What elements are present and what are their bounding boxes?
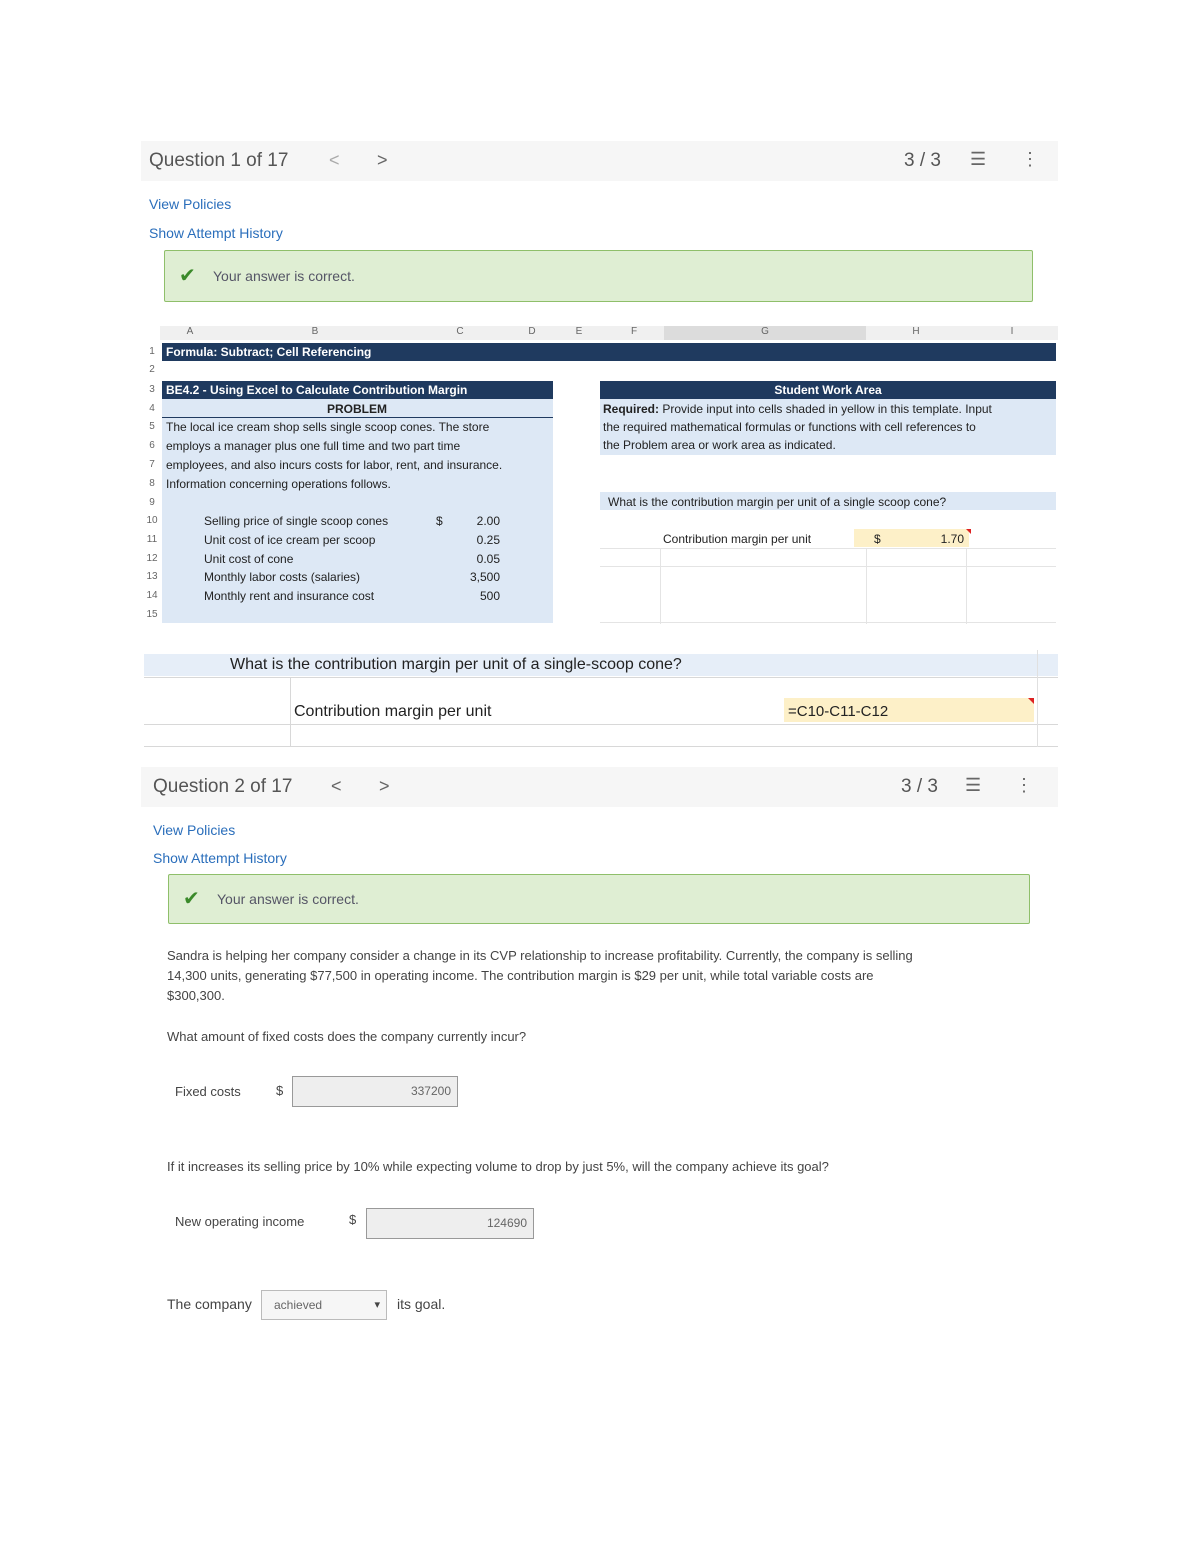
problem-description: employees, and also incurs costs for labor, rent, and insurance.: [166, 458, 503, 472]
checkmark-icon: ✔: [183, 888, 200, 910]
question-1-panel: [141, 141, 1058, 307]
column-header-d: D: [510, 326, 554, 340]
row-number: 11: [146, 534, 158, 545]
column-header-a: A: [160, 326, 220, 340]
attempt-count: 3 / 3: [904, 150, 941, 171]
cm-label: Contribution margin per unit: [663, 532, 812, 546]
problem-heading: PROBLEM: [327, 402, 387, 416]
question-title: Question 1 of 17: [149, 150, 289, 171]
problem-description: Information concerning operations follows.: [166, 477, 391, 491]
chevron-down-icon: ▾: [374, 1299, 380, 1311]
item-currency: $: [436, 514, 443, 528]
formula-question: What is the contribution margin per unit of a single-scoop cone?: [230, 656, 682, 673]
grid-line: [144, 677, 1058, 678]
formula-view: [144, 650, 1058, 748]
item-value: 0.05: [476, 552, 500, 566]
fixed-costs-label: Fixed costs: [175, 1084, 241, 1099]
required-line: Provide input into cells shaded in yellow in this template. Input: [662, 402, 992, 416]
view-policies-link[interactable]: View Policies: [149, 196, 232, 212]
grid-line: [144, 724, 1058, 725]
required-line: the Problem area or work area as indicated.: [603, 438, 836, 452]
problem-text: Sandra is helping her company consider a change in its CVP relationship to increase profitability. Currently, the company is selling: [167, 948, 913, 963]
item-label: Selling price of single scoop cones: [204, 514, 389, 528]
row-number: 15: [146, 609, 158, 620]
company-label: The company: [167, 1296, 252, 1312]
sheet-title-band: [162, 343, 1056, 361]
row-number: 9: [149, 497, 155, 508]
row-number: 8: [149, 478, 155, 489]
question-title: Question 2 of 17: [153, 776, 293, 797]
row-number: 5: [149, 421, 155, 432]
formula-label: Contribution margin per unit: [294, 703, 492, 720]
problem-text: 14,300 units, generating $77,500 in operating income. The contribution margin is $29 per unit, while total variable costs are: [167, 968, 874, 983]
column-header-h: H: [866, 326, 966, 340]
formula-text: =C10-C11-C12: [788, 703, 889, 720]
correct-banner: [164, 250, 1033, 302]
work-question: What is the contribution margin per unit of a single scoop cone?: [608, 495, 947, 509]
banner-message: Your answer is correct.: [213, 268, 355, 284]
new-operating-income-currency: $: [349, 1212, 357, 1227]
row-number: 4: [149, 403, 155, 414]
goal-suffix: its goal.: [397, 1296, 446, 1312]
required-text: [603, 402, 992, 416]
next-question-button[interactable]: >: [377, 150, 388, 170]
row-number: 2: [149, 364, 155, 375]
item-value: 3,500: [469, 570, 500, 584]
problem-text: $300,300.: [167, 988, 225, 1003]
new-operating-income-label: New operating income: [175, 1214, 305, 1229]
column-header-c: C: [410, 326, 510, 340]
spreadsheet: [144, 326, 1058, 626]
next-question-button[interactable]: >: [379, 776, 390, 796]
cm-currency: $: [874, 532, 881, 546]
banner-message: Your answer is correct.: [217, 891, 359, 907]
view-policies-link[interactable]: View Policies: [153, 822, 236, 838]
column-header-f: F: [604, 326, 664, 340]
column-header-b: B: [220, 326, 410, 340]
new-operating-income-input[interactable]: 124690: [366, 1208, 534, 1239]
show-attempt-history-link[interactable]: Show Attempt History: [153, 850, 287, 866]
goal-select[interactable]: [261, 1290, 387, 1320]
required-bold: Required:: [603, 402, 660, 416]
grid-line: [1037, 650, 1038, 747]
checkmark-icon: ✔: [179, 265, 196, 287]
prev-question-button[interactable]: <: [331, 776, 342, 796]
row-number: 7: [149, 459, 155, 470]
column-header-i: I: [966, 326, 1058, 340]
fixed-costs-currency: $: [276, 1083, 284, 1098]
goal-select-value: achieved: [274, 1298, 323, 1312]
grid-line: [660, 548, 661, 624]
problem-description: The local ice cream shop sells single scoop cones. The store: [166, 420, 490, 434]
more-options-icon[interactable]: ⋮: [1015, 775, 1033, 795]
item-label: Unit cost of cone: [204, 552, 294, 566]
item-label: Monthly labor costs (salaries): [204, 570, 361, 584]
grid-line: [290, 677, 291, 747]
grid-line: [966, 548, 967, 624]
column-header-g: G: [664, 326, 866, 340]
goal-question: If it increases its selling price by 10% while expecting volume to drop by just 5%, will the company achieve its goal?: [167, 1159, 829, 1174]
grid-line: [600, 548, 1056, 549]
correct-banner: [168, 874, 1030, 924]
row-number: 13: [146, 571, 158, 582]
fixed-costs-input[interactable]: 337200: [292, 1076, 458, 1107]
sheet-title: Formula: Subtract; Cell Referencing: [166, 345, 372, 359]
column-header-e: E: [554, 326, 604, 340]
list-icon[interactable]: ☰: [970, 149, 987, 169]
comment-marker-icon: [966, 529, 971, 534]
item-label: Monthly rent and insurance cost: [204, 589, 375, 603]
list-icon[interactable]: ☰: [965, 775, 982, 795]
row-number: 6: [149, 440, 155, 451]
show-attempt-history-link[interactable]: Show Attempt History: [149, 225, 283, 241]
student-work-area-title: Student Work Area: [774, 383, 882, 397]
item-value: 500: [479, 589, 500, 603]
grid-line: [866, 548, 867, 624]
question-2-panel: [141, 767, 1058, 1327]
item-value: 2.00: [476, 514, 500, 528]
student-work-area-band: [600, 381, 1056, 399]
row-number: 14: [146, 590, 158, 601]
row-number: 1: [149, 346, 155, 357]
item-value: 0.25: [476, 533, 500, 547]
problem-underline: [162, 417, 553, 418]
cm-value: 1.70: [940, 532, 964, 546]
problem-description: employs a manager plus one full time and two part time: [166, 439, 461, 453]
more-options-icon[interactable]: ⋮: [1021, 149, 1039, 169]
row-number: 10: [146, 515, 158, 526]
attempt-count: 3 / 3: [901, 776, 938, 797]
grid-line: [144, 746, 1058, 747]
problem-title: BE4.2 - Using Excel to Calculate Contribution Margin: [166, 383, 468, 397]
comment-marker-icon: [1028, 698, 1034, 704]
row-number: 12: [146, 553, 158, 564]
grid-line: [600, 566, 1056, 567]
required-line: the required mathematical formulas or functions with cell references to: [603, 420, 976, 434]
problem-title-band: [162, 381, 553, 399]
fixed-costs-question: What amount of fixed costs does the company currently incur?: [167, 1029, 527, 1044]
item-label: Unit cost of ice cream per scoop: [204, 533, 376, 547]
row-number: 3: [149, 384, 155, 395]
prev-question-button[interactable]: <: [329, 150, 340, 170]
grid-line: [600, 622, 1056, 623]
